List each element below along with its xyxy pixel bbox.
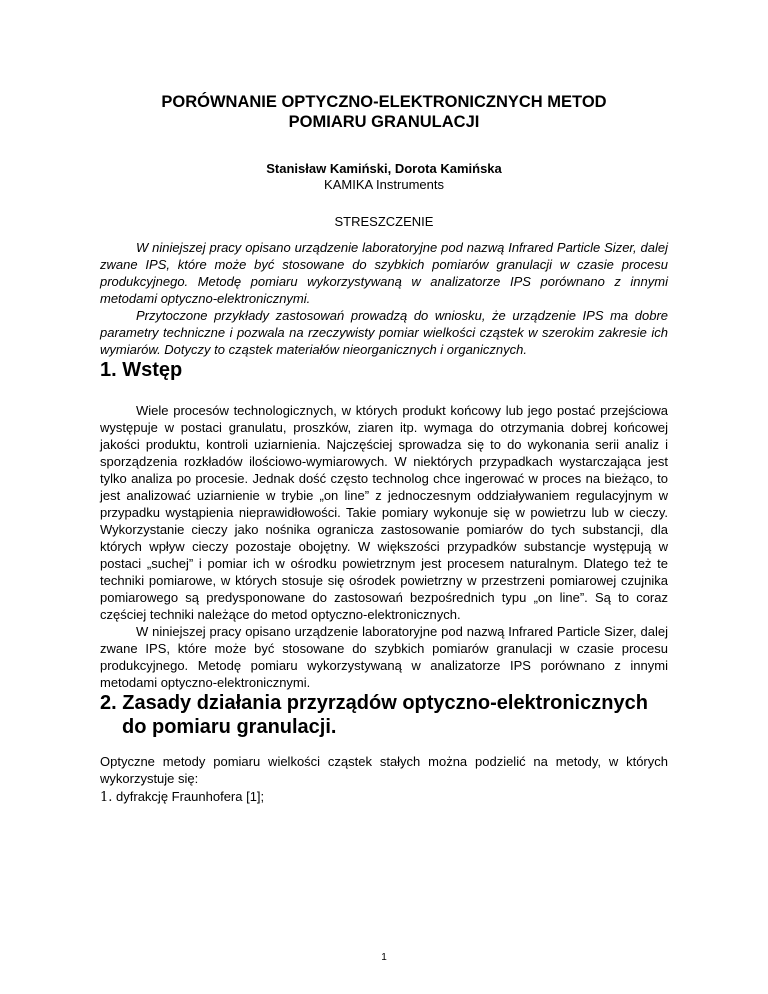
authors: Stanisław Kamiński, Dorota Kamińska xyxy=(266,161,502,176)
section-2-heading-line-2: do pomiaru granulacji. xyxy=(122,716,337,738)
section-1-heading: 1. Wstęp xyxy=(100,359,183,381)
list-item xyxy=(100,788,668,806)
abstract-paragraph-1: W niniejszej pracy opisano urządzenie laboratoryjne pod nazwą Infrared Particle Sizer, dalej zwane IPS, które może być stosowane do szybkich pomiarów granulacji w czasie procesu produkcyjnego. Metodę pomiaru wykorzystywaną w analizatorze IPS porównano z innymi metodami optyczno-elektronicznymi. xyxy=(100,240,668,306)
page-content xyxy=(100,92,668,806)
section-2-intro: Optyczne metody pomiaru wielkości cząstek stałych można podzielić na metody, w których wykorzystuje się: xyxy=(100,754,668,786)
section-1-paragraph-2: W niniejszej pracy opisano urządzenie laboratoryjne pod nazwą Infrared Particle Sizer, dalej zwane IPS, które może być stosowane do szybkich pomiarów granulacji w czasie procesu produkcyjnego. Metodę pomiaru wykorzystywaną w analizatorze IPS porównano z innymi metodami optyczno-elektronicznymi. xyxy=(100,624,668,690)
affiliation: KAMIKA Instruments xyxy=(324,177,444,192)
abstract-heading: STRESZCZENIE xyxy=(334,214,434,229)
paper-title xyxy=(100,92,668,132)
list-item-text: dyfrakcję Fraunhofera [1]; xyxy=(116,789,265,804)
section-2-heading xyxy=(100,691,668,739)
abstract-paragraph-2: Przytoczone przykłady zastosowań prowadzą do wniosku, że urządzenie IPS ma dobre parametry techniczne i pozwala na rzeczywisty pomiar wielkości cząstek w szerokim zakresie ich wymiarów. Dotyczy to cząstek materiałów nieorganicznych i organicznych. xyxy=(100,308,668,357)
title-line-1: PORÓWNANIE OPTYCZNO-ELEKTRONICZNYCH METOD xyxy=(161,93,607,111)
title-line-2: POMIARU GRANULACJI xyxy=(288,113,480,131)
page-number: 1 xyxy=(381,952,387,963)
abstract xyxy=(100,239,668,358)
section-1-body xyxy=(100,402,668,691)
section-2-heading-line-1: 2. Zasady działania przyrządów optyczno-elektronicznych xyxy=(100,692,648,714)
section-1-paragraph-1: Wiele procesów technologicznych, w których produkt końcowy lub jego postać przejściowa występuje w postaci granulatu, proszków, ziaren itp. wymaga do otrzymania dobrej końcowej jakości produktu, kontroli uziarnienia. Najczęściej sprowadza się to do wykonania serii analiz i sporządzenia rozkładów ilościowo-wymiarowych. W niektórych przypadkach wystarczająca jest tylko analiza po procesie. Jednak dość często technolog chce ingerować w proces na bieżąco, to jest analizować uziarnienie w trybie „on line” z jednoczesnym oddziaływaniem regulacyjnym w przypadku wystąpienia nieprawidłowości. Takie pomiary wykonuje się w powietrzu lub w cieczy. Wykorzystanie cieczy jako nośnika ogranicza zastosowanie pomiarów do tych substancji, dla których wpływ cieczy pozostaje obojętny. W większości przypadków substancje występują w postaci „suchej” i pomiar ich w ośrodku powietrznym jest procesem naturalnym. Dlatego też te techniki pomiarowe, w których stosuje się ośrodek powietrzny w przestrzeni pomiarowej czujnika pomiarowego są predysponowane do zastosowań bezpośrednich typu „on line”. Są to coraz częściej techniki należące do metod optyczno-elektronicznych. xyxy=(100,403,668,622)
section-2-body xyxy=(100,753,668,806)
list-item-number: 1. xyxy=(100,790,113,805)
